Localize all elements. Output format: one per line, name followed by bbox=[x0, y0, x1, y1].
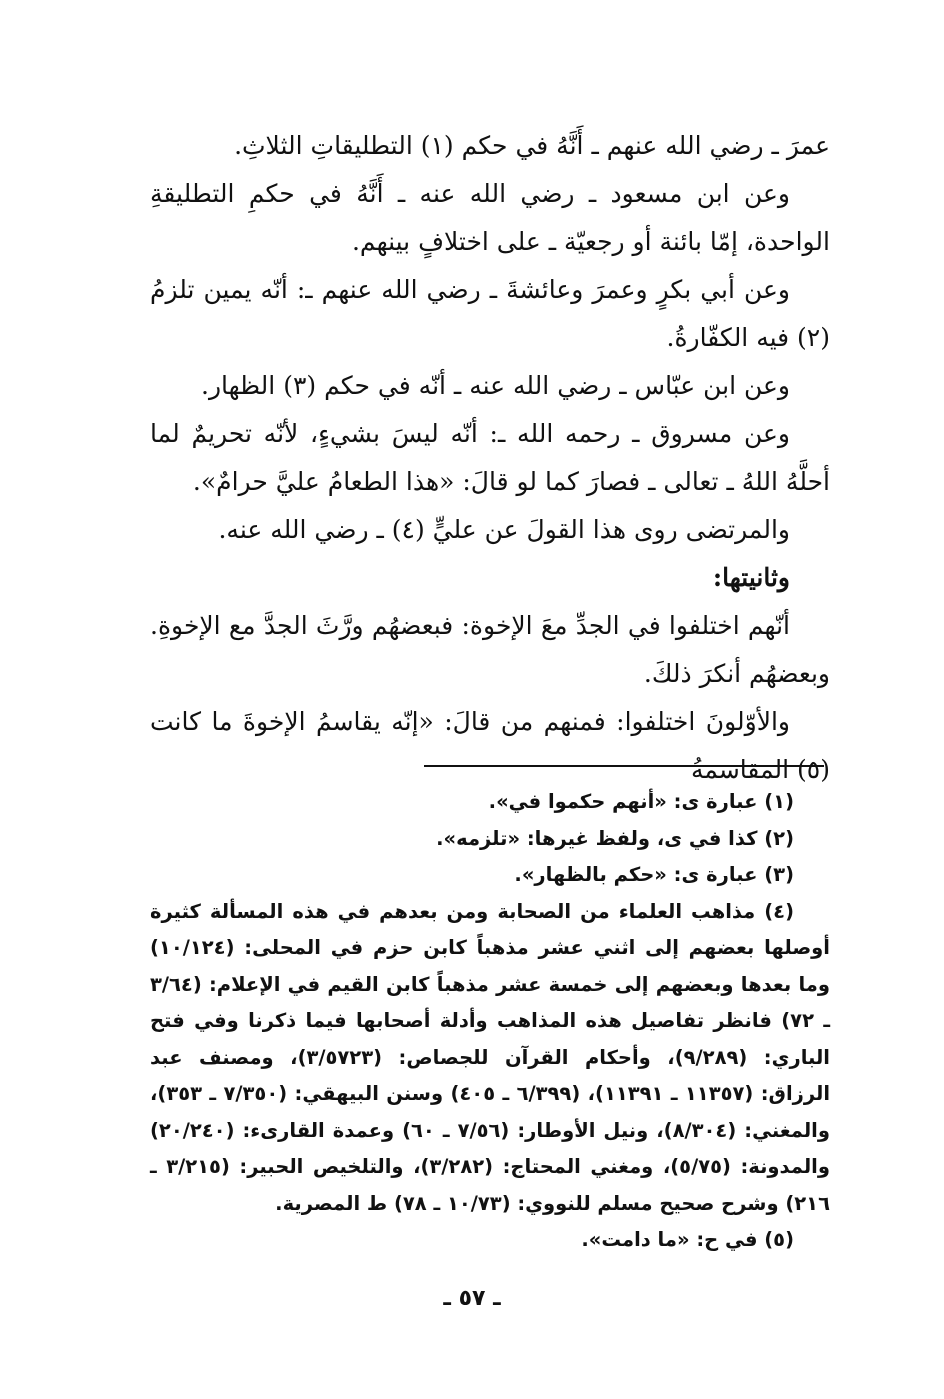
paragraph-1: عمرَ ـ رضي الله عنهم ـ أَنَّهُ في حكم (١) التطليقاتِ الثلاثِ. bbox=[234, 131, 830, 160]
footnote-3: (٣) عبارة ى: «حكم بالظهار». bbox=[514, 863, 794, 886]
paragraph-4: وعن ابن عبّاس ـ رضي الله عنه ـ أنّه في حكم (٣) الظهار. bbox=[201, 371, 790, 400]
paragraph-3: وعن أبي بكرٍ وعمرَ وعائشةَ ـ رضي الله عنهم ـ: أنّه يمين تلزمُ (٢) فيه الكفّارةُ. bbox=[150, 275, 830, 352]
footnote-divider bbox=[424, 765, 824, 767]
footnote-1: (١) عبارة ى: «أنهم حكموا في». bbox=[488, 790, 794, 813]
section-heading: وثانيتها: bbox=[712, 563, 790, 592]
footnote-2: (٢) كذا في ى، ولفظ غيرها: «تلزمه». bbox=[436, 826, 794, 850]
footnotes bbox=[150, 784, 830, 1259]
paragraph-7: أنّهم اختلفوا في الجدِّ معَ الإخوة: فبعضهُم ورَّثَ الجدَّ مع الإخوةِ. وبعضهُم أنكرَ ذلكَ. bbox=[150, 611, 830, 688]
paragraph-6: والمرتضى روى هذا القولَ عن عليٍّ (٤) ـ رضي الله عنه. bbox=[218, 515, 790, 544]
paragraph-2: وعن ابن مسعود ـ رضي الله عنه ـ أَنَّهُ في حكمِ التطليقةِ الواحدة، إمّا بائنة أو رجعيّة ـ على اختلافٍ بينهم. bbox=[150, 179, 830, 256]
main-text bbox=[150, 122, 830, 794]
footnote-4: (٤) مذاهب العلماء من الصحابة ومن بعدهم في هذه المسألة كثيرة أوصلها بعضهم إلى اثني عشر مذهباً كابن حزم في المحلى: (١٠/١٢٤) وما بعدها وبعضهم إلى خمسة عشر مذهباً كابن القيم في الإعلام: (٣/٦٤ ـ ٧٢) فانظر تفاصيل هذه المذاهب وأدلة أصحابها فيما ذكرنا وفي فتح الباري: (٩/٢٨٩)، وأحكام القرآن للجصاص: (٣/٥٧٢٣)، ومصنف عبد الرزاق: (١١٣٥٧ ـ ١١٣٩١)، (٦/٣٩٩ ـ ٤٠٥) وسنن البيهقي: (٧/٣٥٠ ـ ٣٥٣)، والمغني: (٨/٣٠٤)، ونيل الأوطار: (٧/٥٦ ـ ٦٠) وعمدة القارىء: (٢٠/٢٤٠) والمدونة: (٥/٧٥)، ومغني المحتاج: (٣/٢٨٢)، والتلخيص الحبير: (٣/٢١٥ ـ ٢١٦) وشرح صحيح مسلم للنووي: (١٠/٧٣ ـ ٧٨) ط المصرية. bbox=[150, 899, 831, 1215]
page-number: ـ ٥٧ ـ bbox=[443, 1286, 501, 1311]
paragraph-5: وعن مسروق ـ رحمه الله ـ: أنّه ليسَ بشيءٍ، لأنّه تحريمٌ لما أحلَّهُ اللهُ ـ تعالى ـ فصارَ كما لو قالَ: «هذا الطعامُ عليَّ حرامٌ». bbox=[150, 419, 830, 496]
paragraph-8: والأوّلونَ اختلفوا: فمنهم من قالَ: «إنّه يقاسمُ الإخوةَ ما كانت (٥) المقاسمةُ bbox=[150, 707, 830, 784]
footnote-5: (٥) في ح: «ما دامت». bbox=[581, 1228, 794, 1251]
